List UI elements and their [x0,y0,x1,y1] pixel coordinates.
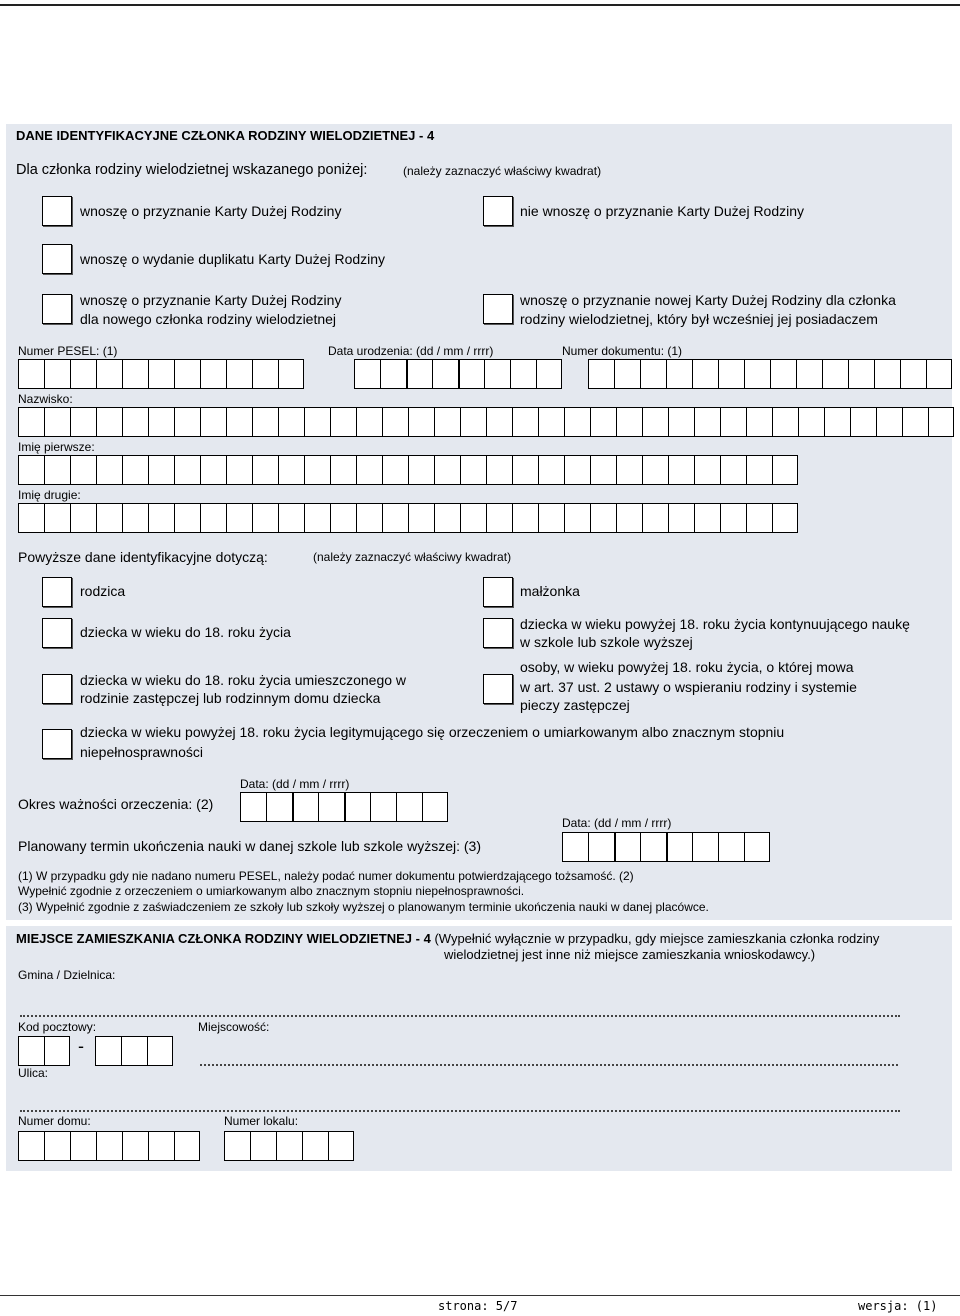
section2-title-text: MIEJSCE ZAMIESZKANIA CZŁONKA RODZINY WIELODZIETNEJ - 4 [16,931,431,946]
surname-cell[interactable] [226,407,252,437]
first-name-cell[interactable] [174,455,200,485]
surname-cell[interactable] [720,407,746,437]
disabled-child-label-line2: niepełnosprawności [80,744,203,760]
doc-cell[interactable] [874,359,900,389]
surname-cell[interactable] [512,407,538,437]
commune-input-line[interactable] [20,1015,900,1017]
postal-cell[interactable] [18,1036,44,1066]
foster-person-checkbox[interactable] [483,674,513,704]
child-under-18-label: dziecka w wieku do 18. roku życia [80,624,291,640]
disabled-child-label-line1: dziecka w wieku powyżej 18. roku życia legitymującego się orzeczeniem o umiarkowanym albo znacznym stopniu [80,724,785,740]
date-cell[interactable] [240,792,266,822]
second-name-input[interactable] [18,503,798,533]
surname-cell[interactable] [356,407,382,437]
first-name-cell[interactable] [720,455,746,485]
child-under-18-checkbox[interactable] [42,618,72,648]
flat-cell[interactable] [302,1131,328,1161]
footnote-2: Wypełnić zgodnie z orzeczeniem o umiarkowanym albo znacznym stopniu niepełnosprawności. [18,884,525,898]
pesel-cell[interactable] [278,359,304,389]
surname-cell[interactable] [902,407,928,437]
intro-text: Dla członka rodziny wielodzietnej wskazanego poniżej: [16,162,368,178]
foster-person-label-line2: w art. 37 ust. 2 ustawy o wspieraniu rodziny i systemie [520,679,857,695]
date-cell[interactable] [292,792,318,822]
section2-title-note-line2: wielodzietnej jest inne niż miejsce zamieszkania wnioskodawcy.) [444,947,816,962]
foster-child-label-line1: dziecka w wieku do 18. roku życia umieszczonego w [80,672,407,688]
pesel-input[interactable] [18,359,304,389]
surname-cell[interactable] [590,407,616,437]
surname-cell[interactable] [694,407,720,437]
birth-date-label: Data urodzenia: (dd / mm / rrrr) [328,344,494,358]
surname-input[interactable] [18,407,954,437]
second-name-cell[interactable] [512,503,538,533]
date-cell[interactable] [370,792,396,822]
house-cell[interactable] [44,1131,70,1161]
surname-cell[interactable] [460,407,486,437]
second-name-cell[interactable] [278,503,304,533]
study-end-label: Planowany termin ukończenia nauki w danej szkole lub szkole wyższej: (3) [18,838,481,854]
first-name-cell[interactable] [512,455,538,485]
pesel-cell[interactable] [44,359,70,389]
surname-cell[interactable] [148,407,174,437]
disabled-child-checkbox[interactable] [42,729,72,759]
surname-cell[interactable] [798,407,824,437]
doc-cell[interactable] [614,359,640,389]
surname-cell[interactable] [538,407,564,437]
postal-cell[interactable] [44,1036,70,1066]
foster-person-label-line3: pieczy zastępczej [520,697,630,713]
second-name-cell[interactable] [382,503,408,533]
doc-cell[interactable] [692,359,718,389]
parent-checkbox[interactable] [42,577,72,607]
date-cell[interactable] [718,832,744,862]
new-member-label-line1: wnoszę o przyznanie Karty Dużej Rodziny [80,292,342,308]
second-name-cell[interactable] [252,503,278,533]
second-name-cell[interactable] [122,503,148,533]
flat-number-label: Numer lokalu: [224,1114,299,1128]
doc-cell[interactable] [588,359,614,389]
pesel-cell[interactable] [174,359,200,389]
first-name-cell[interactable] [590,455,616,485]
birth-date-input[interactable] [354,359,562,389]
doc-cell[interactable] [796,359,822,389]
pesel-cell[interactable] [200,359,226,389]
date-cell[interactable] [380,359,406,389]
commune-label: Gmina / Dzielnica: [18,968,116,982]
new-member-label-line2: dla nowego członka rodziny wielodzietnej [80,311,337,327]
second-name-cell[interactable] [720,503,746,533]
flat-cell[interactable] [276,1131,302,1161]
surname-cell[interactable] [434,407,460,437]
first-name-cell[interactable] [746,455,772,485]
surname-cell[interactable] [642,407,668,437]
surname-cell[interactable] [200,407,226,437]
pesel-cell[interactable] [148,359,174,389]
footer-rule [0,1295,960,1296]
document-number-input[interactable] [588,359,952,389]
date-cell[interactable] [666,832,692,862]
section1-title: DANE IDENTYFIKACYJNE CZŁONKA RODZINY WIELODZIETNEJ - 4 [16,128,435,143]
first-name-cell[interactable] [486,455,512,485]
date-cell[interactable] [318,792,344,822]
doc-cell[interactable] [926,359,952,389]
first-name-cell[interactable] [538,455,564,485]
first-name-cell[interactable] [694,455,720,485]
doc-cell[interactable] [718,359,744,389]
surname-cell[interactable] [616,407,642,437]
child-studying-label-line1: dziecka w wieku powyżej 18. roku życia kontynuującego naukę [520,616,910,632]
house-cell[interactable] [122,1131,148,1161]
surname-cell[interactable] [174,407,200,437]
postal-code-second-part[interactable] [95,1036,173,1066]
form-version: wersja: (1) [858,1299,938,1313]
date-cell[interactable] [344,792,370,822]
surname-cell[interactable] [382,407,408,437]
study-end-date-input[interactable] [562,832,770,862]
second-name-cell[interactable] [96,503,122,533]
former-holder-label-line2: rodziny wielodzietnej, który był wcześniej jej posiadaczem [520,311,878,327]
second-name-cell[interactable] [70,503,96,533]
top-rule [0,4,960,6]
doc-cell[interactable] [770,359,796,389]
postal-code-dash: - [78,1036,84,1056]
first-name-label: Imię pierwsze: [18,440,95,454]
second-name-cell[interactable] [668,503,694,533]
child-studying-label-line2: w szkole lub szkole wyższej [520,634,693,650]
section2-title [16,931,879,946]
validity-label: Okres ważności orzeczenia: (2) [18,796,214,812]
document-number-label: Numer dokumentu: (1) [562,344,683,358]
surname-cell[interactable] [304,407,330,437]
study-date-hint: Data: (dd / mm / rrrr) [562,816,672,830]
postal-code-first-part[interactable] [18,1036,70,1066]
first-name-cell[interactable] [200,455,226,485]
validity-date-input[interactable] [240,792,448,822]
date-cell[interactable] [406,359,432,389]
date-cell[interactable] [266,792,292,822]
first-name-cell[interactable] [772,455,798,485]
date-cell[interactable] [432,359,458,389]
footnote-3: (3) Wypełnić zgodnie z zaświadczeniem ze szkoły lub szkoły wyższej o planowanym terminie ukończenia nauki w danej placówce. [18,900,709,914]
first-name-input[interactable] [18,455,798,485]
second-name-label: Imię drugie: [18,488,81,502]
postal-code-label: Kod pocztowy: [18,1020,97,1034]
surname-cell[interactable] [746,407,772,437]
grant-card-checkbox[interactable] [42,196,72,226]
date-cell[interactable] [396,792,422,822]
section2-title-note-line1: (Wypełnić wyłącznie w przypadku, gdy miejsce zamieszkania członka rodziny [434,931,880,946]
foster-child-label-line2: rodzinie zastępczej lub rodzinnym domu dziecka [80,690,381,706]
date-cell[interactable] [510,359,536,389]
concerns-label: Powyższe dane identyfikacyjne dotyczą: [18,549,268,565]
second-name-cell[interactable] [304,503,330,533]
first-name-cell[interactable] [668,455,694,485]
house-cell[interactable] [18,1131,44,1161]
postal-cell[interactable] [121,1036,147,1066]
date-cell[interactable] [614,832,640,862]
surname-cell[interactable] [928,407,954,437]
surname-label: Nazwisko: [18,392,73,406]
first-name-cell[interactable] [70,455,96,485]
first-name-cell[interactable] [226,455,252,485]
surname-cell[interactable] [252,407,278,437]
date-cell[interactable] [354,359,380,389]
date-cell[interactable] [562,832,588,862]
foster-person-label-line1: osoby, w wieku powyżej 18. roku życia, o której mowa [520,659,854,675]
no-grant-card-checkbox[interactable] [483,196,513,226]
first-name-cell[interactable] [356,455,382,485]
second-name-cell[interactable] [772,503,798,533]
flat-cell[interactable] [224,1131,250,1161]
spouse-label: małżonka [520,583,580,599]
grant-card-label: wnoszę o przyznanie Karty Dużej Rodziny [80,203,342,219]
second-name-cell[interactable] [460,503,486,533]
first-name-cell[interactable] [408,455,434,485]
first-name-cell[interactable] [96,455,122,485]
date-cell[interactable] [588,832,614,862]
second-name-cell[interactable] [486,503,512,533]
pesel-label: Numer PESEL: (1) [18,344,118,358]
postal-cell[interactable] [95,1036,121,1066]
surname-cell[interactable] [330,407,356,437]
postal-cell[interactable] [147,1036,173,1066]
surname-cell[interactable] [96,407,122,437]
flat-cell[interactable] [250,1131,276,1161]
pesel-cell[interactable] [226,359,252,389]
house-number-input[interactable] [18,1131,200,1161]
first-name-cell[interactable] [460,455,486,485]
house-cell[interactable] [174,1131,200,1161]
second-name-cell[interactable] [564,503,590,533]
flat-number-input[interactable] [224,1131,354,1161]
second-name-cell[interactable] [148,503,174,533]
duplicate-card-checkbox[interactable] [42,244,72,274]
footnote-1: (1) W przypadku gdy nie nadano numeru PESEL, należy podać numer dokumentu potwierdzającego tożsamość. (2) [18,869,634,883]
first-name-cell[interactable] [122,455,148,485]
date-cell[interactable] [692,832,718,862]
doc-cell[interactable] [900,359,926,389]
second-name-cell[interactable] [642,503,668,533]
mark-hint: (należy zaznaczyć właściwy kwadrat) [403,164,602,178]
concerns-hint: (należy zaznaczyć właściwy kwadrat) [313,550,512,564]
date-cell[interactable] [484,359,510,389]
pesel-cell[interactable] [70,359,96,389]
second-name-cell[interactable] [18,503,44,533]
second-name-cell[interactable] [200,503,226,533]
surname-cell[interactable] [668,407,694,437]
house-cell[interactable] [148,1131,174,1161]
surname-cell[interactable] [850,407,876,437]
second-name-cell[interactable] [356,503,382,533]
first-name-cell[interactable] [278,455,304,485]
surname-cell[interactable] [486,407,512,437]
doc-cell[interactable] [744,359,770,389]
second-name-cell[interactable] [616,503,642,533]
date-cell[interactable] [458,359,484,389]
house-cell[interactable] [96,1131,122,1161]
house-number-label: Numer domu: [18,1114,91,1128]
first-name-cell[interactable] [382,455,408,485]
pesel-cell[interactable] [18,359,44,389]
surname-cell[interactable] [824,407,850,437]
surname-cell[interactable] [408,407,434,437]
page-number: strona: 5/7 [438,1299,518,1313]
first-name-cell[interactable] [330,455,356,485]
second-name-cell[interactable] [226,503,252,533]
first-name-cell[interactable] [304,455,330,485]
second-name-cell[interactable] [408,503,434,533]
second-name-cell[interactable] [538,503,564,533]
surname-cell[interactable] [122,407,148,437]
city-input-line[interactable] [200,1064,898,1066]
first-name-cell[interactable] [18,455,44,485]
second-name-cell[interactable] [174,503,200,533]
first-name-cell[interactable] [616,455,642,485]
pesel-cell[interactable] [122,359,148,389]
date-cell[interactable] [422,792,448,822]
first-name-cell[interactable] [642,455,668,485]
surname-cell[interactable] [70,407,96,437]
validity-date-hint: Data: (dd / mm / rrrr) [240,777,350,791]
first-name-cell[interactable] [44,455,70,485]
doc-cell[interactable] [640,359,666,389]
doc-cell[interactable] [822,359,848,389]
pesel-cell[interactable] [96,359,122,389]
second-name-cell[interactable] [330,503,356,533]
second-name-cell[interactable] [44,503,70,533]
surname-cell[interactable] [876,407,902,437]
street-input-line[interactable] [20,1110,900,1112]
former-holder-checkbox[interactable] [483,294,513,324]
house-cell[interactable] [70,1131,96,1161]
surname-cell[interactable] [44,407,70,437]
surname-cell[interactable] [564,407,590,437]
date-cell[interactable] [536,359,562,389]
new-member-checkbox[interactable] [42,294,72,324]
duplicate-card-label: wnoszę o wydanie duplikatu Karty Dużej Rodziny [80,251,386,267]
second-name-cell[interactable] [590,503,616,533]
doc-cell[interactable] [848,359,874,389]
parent-label: rodzica [80,583,126,599]
doc-cell[interactable] [666,359,692,389]
child-studying-checkbox[interactable] [483,618,513,648]
surname-cell[interactable] [18,407,44,437]
spouse-checkbox[interactable] [483,577,513,607]
second-name-cell[interactable] [694,503,720,533]
no-grant-card-label: nie wnoszę o przyznanie Karty Dużej Rodziny [520,203,805,219]
date-cell[interactable] [744,832,770,862]
first-name-cell[interactable] [434,455,460,485]
second-name-cell[interactable] [434,503,460,533]
city-label: Miejscowość: [198,1020,270,1034]
flat-cell[interactable] [328,1131,354,1161]
pesel-cell[interactable] [252,359,278,389]
surname-cell[interactable] [772,407,798,437]
foster-child-checkbox[interactable] [42,674,72,704]
date-cell[interactable] [640,832,666,862]
first-name-cell[interactable] [564,455,590,485]
former-holder-label-line1: wnoszę o przyznanie nowej Karty Dużej Rodziny dla członka [520,292,896,308]
first-name-cell[interactable] [252,455,278,485]
first-name-cell[interactable] [148,455,174,485]
surname-cell[interactable] [278,407,304,437]
street-label: Ulica: [18,1066,49,1080]
second-name-cell[interactable] [746,503,772,533]
